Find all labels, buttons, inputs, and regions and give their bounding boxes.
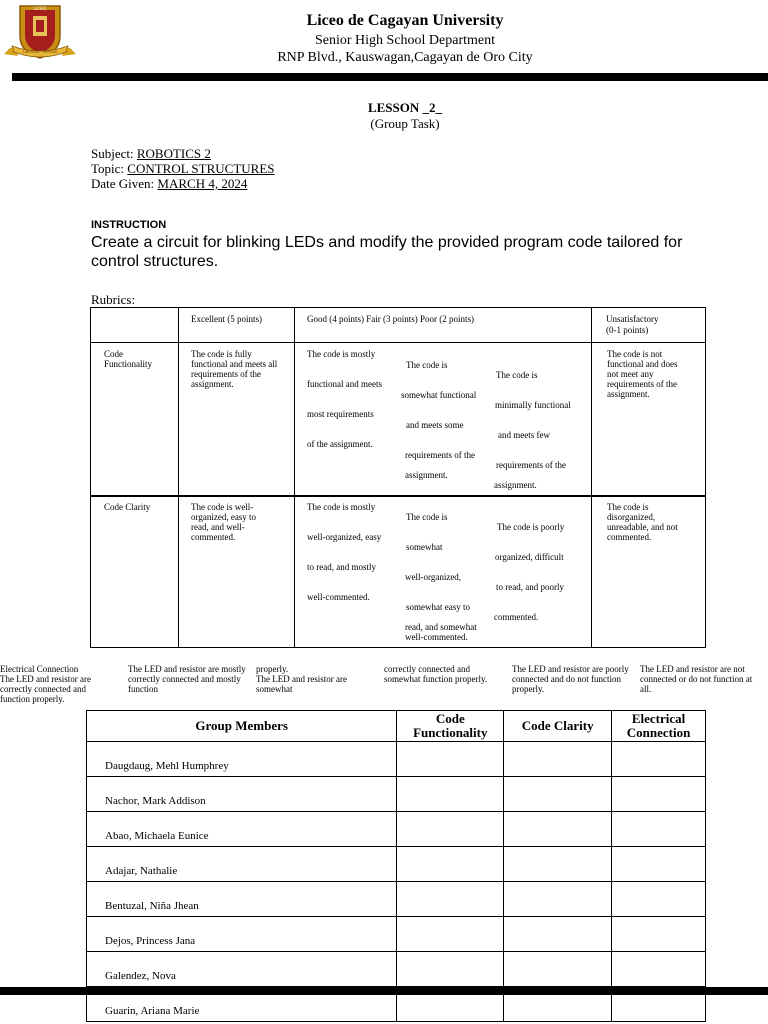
ec-unsatisfactory: The LED and resistor are not connected or do not function at all. xyxy=(640,664,753,694)
cc-fair-6: well-commented. xyxy=(405,632,468,642)
score-cell-functionality[interactable] xyxy=(397,882,504,917)
svg-text:LICEO: LICEO xyxy=(34,6,46,11)
ec-fair-a: properly. xyxy=(256,664,289,674)
topic-label: Topic: xyxy=(91,161,128,176)
topic-line xyxy=(91,161,275,176)
cc-excellent: The code is well-organized, easy to read, and well-commented. xyxy=(191,502,257,542)
member-name: Adajar, Nathalie xyxy=(87,847,397,882)
subject-value: ROBOTICS 2 xyxy=(136,146,211,161)
lesson-subtitle: (Group Task) xyxy=(370,116,440,131)
score-cell-clarity[interactable] xyxy=(504,847,612,882)
table-row xyxy=(87,882,706,917)
cf-excellent: The code is fully functional and meets all requirements of the assignment. xyxy=(191,349,278,389)
score-cell-electrical[interactable] xyxy=(612,847,706,882)
score-cell-electrical[interactable] xyxy=(612,917,706,952)
member-name: Nachor, Mark Addison xyxy=(87,777,397,812)
date-line xyxy=(91,176,247,191)
member-name: Guarin, Ariana Marie xyxy=(87,987,397,1022)
topic-value: CONTROL STRUCTURES xyxy=(127,161,275,176)
row-label-code-clarity: Code Clarity xyxy=(104,502,151,512)
rubrics-label: Rubrics: xyxy=(91,292,136,307)
score-cell-electrical[interactable] xyxy=(612,777,706,812)
ec-fair-b: The LED and resistor are somewhat xyxy=(256,674,347,694)
cc-poor-2: organized, difficult xyxy=(495,552,564,562)
score-cell-functionality[interactable] xyxy=(397,917,504,952)
cf-poor-1: The code is xyxy=(496,370,538,380)
cf-fair-3: and meets some xyxy=(406,420,464,430)
score-cell-electrical[interactable] xyxy=(612,812,706,847)
header-good-fair-poor: Good (4 points) Fair (3 points) Poor (2 points) xyxy=(307,314,474,324)
cf-unsatisfactory: The code is not functional and does not meet any requirements of the assignment. xyxy=(607,349,678,399)
cf-good-4: of the assignment. xyxy=(307,439,373,449)
table-row xyxy=(87,812,706,847)
member-name: Dejos, Princess Jana xyxy=(87,917,397,952)
date-value: MARCH 4, 2024 xyxy=(157,176,248,191)
footer-divider xyxy=(0,987,768,995)
department-name: Senior High School Department xyxy=(314,33,496,48)
header-electrical-connection: Electrical Connection xyxy=(612,711,706,742)
score-cell-functionality[interactable] xyxy=(397,777,504,812)
cf-poor-5: assignment. xyxy=(494,480,537,490)
cf-poor-3: and meets few xyxy=(498,430,550,440)
cf-poor-2: minimally functional xyxy=(495,400,571,410)
score-cell-clarity[interactable] xyxy=(504,777,612,812)
table-row xyxy=(87,917,706,952)
university-name: Liceo de Cagayan University xyxy=(306,12,504,29)
ec-fair-c: correctly connected and somewhat function properly. xyxy=(384,664,488,684)
lesson-title: LESSON _2_ xyxy=(367,100,443,115)
score-cell-clarity[interactable] xyxy=(504,917,612,952)
cf-fair-1: The code is xyxy=(406,360,448,370)
table-row xyxy=(87,952,706,987)
cc-poor-4: commented. xyxy=(494,612,539,622)
cf-good-1: The code is mostly xyxy=(307,349,376,359)
score-cell-functionality[interactable] xyxy=(397,952,504,987)
subject-label: Subject: xyxy=(91,146,137,161)
cc-good-3: to read, and mostly xyxy=(307,562,376,572)
cc-poor-3: to read, and poorly xyxy=(496,582,564,592)
cc-good-4: well-commented. xyxy=(307,592,370,602)
member-name: Abao, Michaela Eunice xyxy=(87,812,397,847)
instruction-body: Create a circuit for blinking LEDs and modify the provided program code tailored for control structures. xyxy=(91,234,683,270)
group-members-table xyxy=(86,710,706,1022)
cf-good-2: functional and meets xyxy=(307,379,382,389)
score-cell-functionality[interactable] xyxy=(397,812,504,847)
ec-good: The LED and resistor are mostly correctly connected and mostly function xyxy=(128,664,246,694)
cf-fair-4: requirements of the xyxy=(405,450,475,460)
header-divider xyxy=(12,73,768,81)
header-excellent: Excellent (5 points) xyxy=(191,314,262,324)
header-group-members: Group Members xyxy=(87,711,397,742)
ec-excellent: The LED and resistor are correctly connected and function properly. xyxy=(0,674,91,704)
score-cell-clarity[interactable] xyxy=(504,952,612,987)
cc-good-2: well-organized, easy xyxy=(307,532,382,542)
rubric-table xyxy=(90,307,706,648)
score-cell-clarity[interactable] xyxy=(504,812,612,847)
cc-fair-3: well-organized, xyxy=(405,572,462,582)
table-row xyxy=(87,777,706,812)
cc-fair-1: The code is xyxy=(406,512,448,522)
university-address: RNP Blvd., Kauswagan,Cagayan de Oro City xyxy=(277,50,533,65)
date-label: Date Given: xyxy=(91,176,158,191)
cf-good-3: most requirements xyxy=(307,409,374,419)
score-cell-electrical[interactable] xyxy=(612,742,706,777)
ec-poor: The LED and resistor are poorly connected and do not function properly. xyxy=(512,664,629,694)
members-header-row xyxy=(87,711,706,742)
header-unsatisfactory: Unsatisfactory xyxy=(606,314,659,324)
cc-unsatisfactory: The code is disorganized, unreadable, and not commented. xyxy=(607,502,678,542)
table-row xyxy=(87,847,706,882)
header-unsatisfactory-points: (0-1 points) xyxy=(606,325,649,335)
cc-poor-1: The code is poorly xyxy=(497,522,565,532)
subject-line xyxy=(91,146,211,161)
score-cell-functionality[interactable] xyxy=(397,847,504,882)
cc-fair-2: somewhat xyxy=(406,542,443,552)
score-cell-clarity[interactable] xyxy=(504,742,612,777)
score-cell-functionality[interactable] xyxy=(397,742,504,777)
cc-good-1: The code is mostly xyxy=(307,502,376,512)
cf-fair-5: assignment. xyxy=(405,470,448,480)
cf-fair-2: somewhat functional xyxy=(401,390,477,400)
cc-fair-4: somewhat easy to xyxy=(406,602,470,612)
header-code-functionality: Code Functionality xyxy=(397,711,504,742)
row-label-code-functionality: Code Functionality xyxy=(104,349,152,369)
table-row xyxy=(87,742,706,777)
instruction-heading: INSTRUCTION xyxy=(91,219,167,231)
ec-fair-part-1 xyxy=(256,664,376,694)
member-name: Bentuzal, Niña Jhean xyxy=(87,882,397,917)
score-cell-electrical[interactable] xyxy=(612,952,706,987)
cc-fair-5: read, and somewhat xyxy=(405,622,477,632)
score-cell-clarity[interactable] xyxy=(504,882,612,917)
ec-label-text: Electrical Connection xyxy=(0,664,79,674)
member-name: Galendez, Nova xyxy=(87,952,397,987)
svg-text:LIBERTAS · VERITAS: LIBERTAS · VERITAS xyxy=(22,50,58,54)
header-code-clarity: Code Clarity xyxy=(504,711,612,742)
member-name: Daugdaug, Mehl Humphrey xyxy=(87,742,397,777)
ec-label xyxy=(0,664,108,704)
cf-poor-4: requirements of the xyxy=(496,460,566,470)
score-cell-electrical[interactable] xyxy=(612,882,706,917)
